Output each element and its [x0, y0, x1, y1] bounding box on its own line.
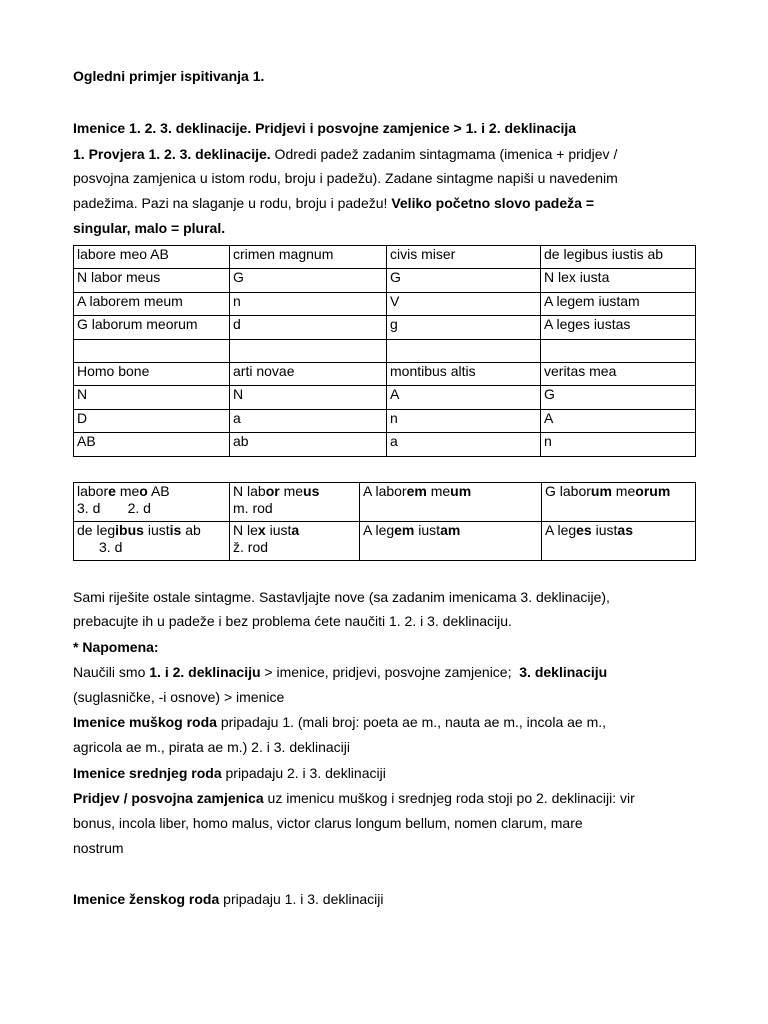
table-cell: labore meo AB — [74, 246, 230, 269]
table-cell: n — [230, 292, 387, 315]
table-cell: G laborum meorum — [542, 483, 696, 522]
table-cell: n — [387, 409, 541, 432]
document-subtitle: Imenice 1. 2. 3. deklinacije. Pridjevi i posvojne zamjenice > 1. i 2. deklinacija — [73, 120, 577, 136]
table-cell: N lex iusta ž. rod — [230, 522, 360, 561]
table-cell: A legem iustam — [541, 292, 696, 315]
napomena-line-1: Naučili smo 1. i 2. deklinaciju > imenice, pridjevi, posvojne zamjenice; 3. deklinaciju — [73, 664, 608, 680]
table-cell: G — [230, 269, 387, 292]
table-row — [74, 292, 696, 315]
table-cell — [74, 339, 230, 362]
declension-exercise-table — [73, 245, 696, 457]
table-cell: g — [387, 316, 541, 339]
napomena-heading: * Napomena: — [73, 639, 159, 655]
task-line-4: singular, malo = plural. — [73, 220, 226, 236]
table-cell: labore meo AB 3. d 2. d — [74, 483, 230, 522]
adjective-line-3: nostrum — [73, 840, 124, 856]
table-row — [74, 316, 696, 339]
table-cell: civis miser — [387, 246, 541, 269]
masculine-line-1: Imenice muškog roda pripadaju 1. (mali broj: poeta ae m., nauta ae m., incola ae m., — [73, 714, 607, 730]
adjective-line-1: Pridjev / posvojna zamjenica uz imenicu muškog i srednjeg roda stoji po 2. deklinaciji: vir — [73, 790, 635, 806]
table-cell: G — [387, 269, 541, 292]
notes-paragraph-1: Sami riješite ostale sintagme. Sastavljajte nove (sa zadanim imenicama 3. deklinacije), — [73, 589, 610, 605]
table-cell: N labor meus — [74, 269, 230, 292]
table-cell — [387, 339, 541, 362]
notes-paragraph-2: prebacujte ih u padeže i bez problema ćete naučiti 1. 2. i 3. deklinaciju. — [73, 613, 512, 629]
task-line-2: posvojna zamjenica u istom rodu, broju i padežu). Zadane sintagme napiši u navedenim — [73, 170, 618, 186]
task-line-3: padežima. Pazi na slaganje u rodu, broju i padežu! Veliko početno slovo padeža = — [73, 195, 594, 211]
table-cell: ab — [230, 433, 387, 456]
table-cell: veritas mea — [541, 362, 696, 385]
table-cell: G — [541, 386, 696, 409]
table-cell: A laborem meum — [360, 483, 542, 522]
table-row — [74, 386, 696, 409]
table-row — [74, 483, 696, 522]
table-cell: n — [541, 433, 696, 456]
table-cell: a — [387, 433, 541, 456]
feminine-line: Imenice ženskog roda pripadaju 1. i 3. deklinaciji — [73, 891, 384, 907]
table-cell — [230, 339, 387, 362]
table-cell: G laborum meorum — [74, 316, 230, 339]
table-cell: a — [230, 409, 387, 432]
table-cell: de legibus iustis ab — [541, 246, 696, 269]
table-cell: A — [387, 386, 541, 409]
adjective-line-2: bonus, incola liber, homo malus, victor clarus longum bellum, nomen clarum, mare — [73, 815, 583, 831]
task-line-1: 1. Provjera 1. 2. 3. deklinacije. Odredi padež zadanim sintagmama (imenica + pridjev / — [73, 146, 618, 162]
table-row — [74, 269, 696, 292]
table-cell: A laborem meum — [74, 292, 230, 315]
table-row — [74, 362, 696, 385]
table-cell: D — [74, 409, 230, 432]
table-cell: montibus altis — [387, 362, 541, 385]
table-cell: Homo bone — [74, 362, 230, 385]
masculine-line-2: agricola ae m., pirata ae m.) 2. i 3. deklinaciji — [73, 739, 351, 755]
table-row — [74, 409, 696, 432]
table-cell — [541, 339, 696, 362]
napomena-line-2: (suglasničke, -i osnove) > imenice — [73, 689, 285, 705]
table-cell: N lex iusta — [541, 269, 696, 292]
table-cell: A legem iustam — [360, 522, 542, 561]
table-row — [74, 339, 696, 362]
table-cell: arti novae — [230, 362, 387, 385]
table-cell: N labor meus m. rod — [230, 483, 360, 522]
table-row — [74, 433, 696, 456]
table-cell: d — [230, 316, 387, 339]
table-cell: crimen magnum — [230, 246, 387, 269]
declension-example-table — [73, 482, 696, 561]
table-cell: N — [74, 386, 230, 409]
table-cell: A — [541, 409, 696, 432]
table-cell: V — [387, 292, 541, 315]
table-cell: A leges iustas — [541, 316, 696, 339]
table-cell: A leges iustas — [542, 522, 696, 561]
table-row — [74, 246, 696, 269]
table-row — [74, 522, 696, 561]
document-title: Ogledni primjer ispitivanja 1. — [73, 68, 265, 84]
table-cell: N — [230, 386, 387, 409]
table-cell: de legibus iustis ab 3. d — [74, 522, 230, 561]
table-cell: AB — [74, 433, 230, 456]
neuter-line: Imenice srednjeg roda pripadaju 2. i 3. deklinaciji — [73, 765, 386, 781]
